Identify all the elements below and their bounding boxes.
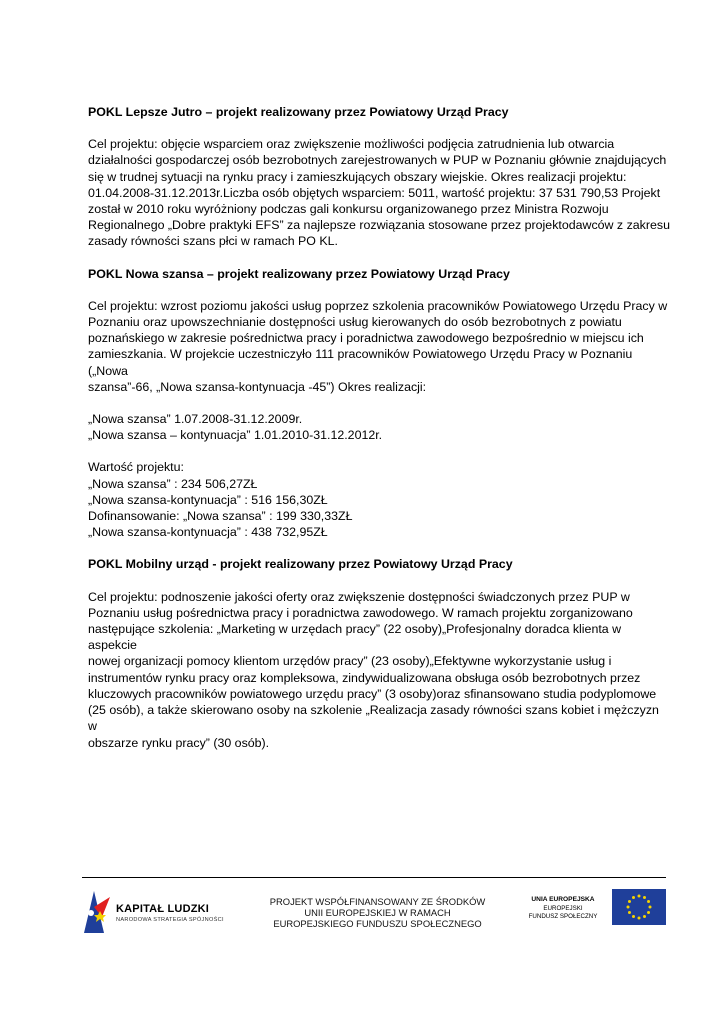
value-line: „Nowa szansa” : 234 506,27ZŁ [88,476,258,491]
kapital-ludzki-logo [80,887,230,937]
eu-star-icon [647,900,650,903]
paragraph-line: się w trudnej sytuacji na rynku pracy i zamieszkujących obszary wiejskie. Okres realizacji projektu: [88,169,627,184]
paragraph-line: instrumentów rynku pracy oraz kompleksowa, zindywidualizowana obsługa osób bezrobotnych przez [88,670,641,685]
section-heading: POKL Nowa szansa – projekt realizowany przez Powiatowy Urząd Pracy [88,266,510,281]
paragraph-line: Poznaniu oraz upowszechnianie dostępności usług kierowanych do osób bezrobotnych z powiatu [88,315,622,330]
eu-star-icon [638,917,641,920]
paragraph-line: poznańskiego w zakresie pośrednictwa pracy i poradnictwa zawodowego bezpośrednio w miejscu ich [88,331,644,346]
period-line: „Nowa szansa – kontynuacja” 1.01.2010-31.12.2012r. [88,428,383,443]
document-body [88,104,670,751]
paragraph-line: szansa”-66, „Nowa szansa-kontynuacja -45”) Okres realizacji: [88,379,427,394]
paragraph-line: Regionalnego „Dobre praktyki EFS” za najlepsze rozwiązania stosowane przez projektodawców z zakresu [88,218,670,233]
paragraph-line: zasady równości szans płci w ramach PO KL. [88,234,338,249]
paragraph-line: kluczowych pracowników powiatowego urzędu pracy” (3 osoby)oraz sfinansowano studia podyplomowe [88,686,657,701]
paragraph-line: Cel projektu: objęcie wsparciem oraz zwiększenie możliwości podjęcia zatrudnienia lub otwarcia [88,137,615,152]
paragraph-line: Poznaniu usług pośrednictwa pracy i poradnictwa zawodowego. W ramach projektu zorganizowano [88,605,633,620]
kapital-ludzki-title: KAPITAŁ LUDZKI [116,903,210,915]
kapital-ludzki-subtitle: NARODOWA STRATEGIA SPÓJNOŚCI [116,917,224,923]
paragraph-line: został w 2010 roku wyróżniony podczas gali konkursu organizowanego przez Ministra Rozwoju [88,202,609,217]
kapital-ludzki-emblem-icon [80,887,116,937]
period-line: „Nowa szansa” 1.07.2008-31.12.2009r. [88,412,303,427]
eu-flag-icon [612,889,666,925]
eu-star-icon [643,915,646,918]
paragraph-line: następujące szkolenia: „Marketing w urzędach pracy” (22 osoby)„Profesjonalny doradca klienta w aspekcie [88,622,622,653]
eu-line: EUROPEJSKI [543,904,583,912]
section-heading: POKL Lepsze Jutro – projekt realizowany przez Powiatowy Urząd Pracy [88,105,509,119]
eu-star-icon [628,911,631,914]
value-line: „Nowa szansa-kontynuacja” : 438 732,95ZŁ [88,525,328,540]
paragraph-line: działalności gospodarczej osób bezrobotnych zarejestrowanych w PUP w Poznaniu głównie znajdujących [88,153,667,168]
eu-title: UNIA EUROPEJSKA [531,896,595,903]
cofinancing-line: PROJEKT WSPÓŁFINANSOWANY ZE ŚRODKÓW [269,896,486,907]
eu-star-icon [638,895,641,898]
cofinancing-line: UNII EUROPEJSKIEJ W RAMACH [304,907,451,919]
paragraph-line: Cel projektu: wzrost poziomu jakości usług poprzez szkolenia pracowników Powiatowego Urzędu Pracy w [88,298,668,313]
footer-divider [82,877,666,878]
paragraph-line: nowej organizacji pomocy klientom urzędów pracy” (23 osoby)„Efektywne wykorzystanie usług i [88,654,612,669]
cofinancing-line: EUROPEJSKIEGO FUNDUSZU SPOŁECZNEGO [273,918,482,930]
eu-star-icon [632,896,635,899]
eu-line: FUNDUSZ SPOŁECZNY [528,913,598,920]
paragraph-line: Cel projektu: podnoszenie jakości oferty oraz zwiększenie dostępności świadczonych przez PUP w [88,589,630,604]
paragraph-line: (25 osób), a także skierowano osoby na szkolenie „Realizacja zasady równości szans kobiet i mężczyzn w [88,703,659,734]
eu-fund-label [520,896,606,922]
cofinancing-note [245,896,510,930]
value-line: „Nowa szansa-kontynuacja” : 516 156,30ZŁ [88,492,328,507]
value-line: Wartość projektu: [88,460,184,475]
value-line: Dofinansowanie: „Nowa szansa” : 199 330,33ZŁ [88,509,353,524]
eu-star-icon [647,911,650,914]
eu-star-icon [632,915,635,918]
paragraph-line: obszarze rynku pracy” (30 osób). [88,735,270,750]
eu-star-icon [649,906,652,909]
eu-star-icon [628,900,631,903]
eu-star-icon [643,896,646,899]
section-heading: POKL Mobilny urząd - projekt realizowany przez Powiatowy Urząd Pracy [88,557,513,572]
paragraph-line: 01.04.2008-31.12.2013r.Liczba osób objętych wsparciem: 5011, wartość projektu: 37 531 790,53 Projekt [88,185,661,200]
paragraph-line: zamieszkania. W projekcie uczestniczyło 111 pracowników Powiatowego Urzędu Pracy w Poznaniu („Nowa [88,347,633,378]
eu-star-icon [627,906,630,909]
